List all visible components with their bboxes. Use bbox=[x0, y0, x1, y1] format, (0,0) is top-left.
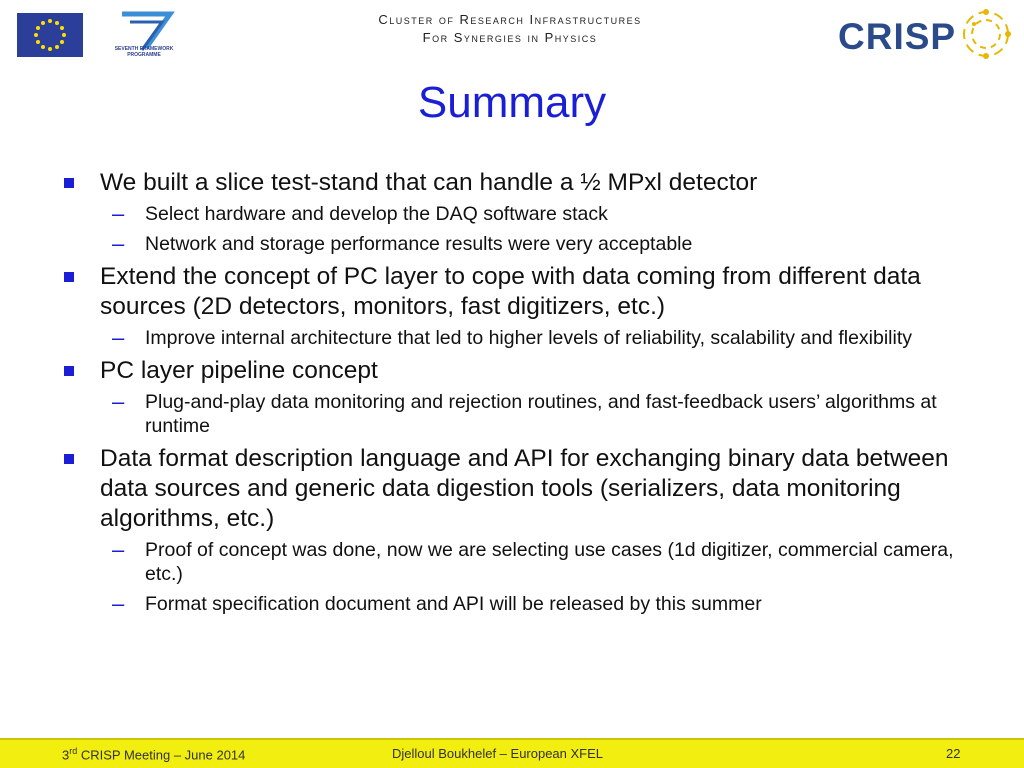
sub-bullet-item bbox=[60, 390, 960, 438]
square-bullet-icon bbox=[64, 366, 74, 376]
meeting-ordinal: rd bbox=[69, 746, 78, 756]
sub-bullet-item bbox=[60, 326, 960, 350]
sub-bullet-text: Select hardware and develop the DAQ software stack bbox=[145, 203, 608, 225]
meeting-title: CRISP Meeting – June 2014 bbox=[77, 747, 246, 763]
eu-stars-icon bbox=[17, 13, 83, 57]
sub-bullet-item bbox=[60, 592, 960, 616]
slide-footer bbox=[0, 738, 1024, 768]
dash-bullet-icon: – bbox=[112, 537, 125, 562]
bullet-list bbox=[60, 168, 960, 622]
sub-bullet-item bbox=[60, 202, 960, 226]
sub-bullet-text: Format specification document and API will be released by this summer bbox=[145, 593, 762, 615]
meeting-number: 3 bbox=[62, 747, 70, 763]
dash-bullet-icon: – bbox=[112, 201, 125, 226]
square-bullet-icon bbox=[64, 454, 74, 464]
dash-bullet-icon: – bbox=[112, 591, 125, 616]
cluster-line-1: Cluster of Research Infrastructures bbox=[378, 12, 642, 27]
square-bullet-icon bbox=[64, 178, 74, 188]
bullet-text: Extend the concept of PC layer to cope with data coming from different data sources (2D detectors, monitors, fast digitizers, etc.) bbox=[100, 263, 921, 320]
sub-bullet-text: Network and storage performance results were very acceptable bbox=[145, 233, 693, 255]
page-number: 22 bbox=[946, 746, 961, 761]
cluster-line-2: For Synergies in Physics bbox=[422, 30, 598, 45]
footer-meeting bbox=[62, 746, 245, 762]
fp7-caption: SEVENTH FRAMEWORK PROGRAMME bbox=[114, 46, 174, 58]
footer-divider bbox=[0, 738, 1024, 740]
eu-flag-logo bbox=[17, 13, 83, 57]
bullet-item bbox=[60, 444, 960, 534]
dash-bullet-icon: – bbox=[112, 231, 125, 256]
bullet-text: PC layer pipeline concept bbox=[100, 357, 378, 384]
dash-bullet-icon: – bbox=[112, 389, 125, 414]
bullet-text: We built a slice test-stand that can handle a ½ MPxl detector bbox=[100, 169, 758, 196]
sub-bullet-item bbox=[60, 538, 960, 586]
sub-bullet-text: Proof of concept was done, now we are selecting use cases (1d digitizer, commercial camera, etc.) bbox=[145, 539, 954, 585]
dash-bullet-icon: – bbox=[112, 325, 125, 350]
sub-bullet-text: Plug-and-play data monitoring and rejection routines, and fast-feedback users’ algorithms at runtime bbox=[145, 391, 937, 437]
slide-title: Summary bbox=[417, 78, 607, 127]
footer-author: Djelloul Boukhelef – European XFEL bbox=[392, 746, 604, 761]
crisp-logo-text: CRISP bbox=[838, 16, 957, 57]
bullet-item bbox=[60, 168, 960, 198]
square-bullet-icon bbox=[64, 272, 74, 282]
bullet-item bbox=[60, 356, 960, 386]
bullet-text: Data format description language and API for exchanging binary data between data sources and generic data digestion tools (serializers, data monitoring algorithms, etc.) bbox=[100, 445, 949, 532]
sub-bullet-item bbox=[60, 232, 960, 256]
bullet-item bbox=[60, 262, 960, 322]
sub-bullet-text: Improve internal architecture that led to higher levels of reliability, scalability and flexibility bbox=[145, 327, 913, 349]
cluster-heading bbox=[280, 11, 740, 47]
